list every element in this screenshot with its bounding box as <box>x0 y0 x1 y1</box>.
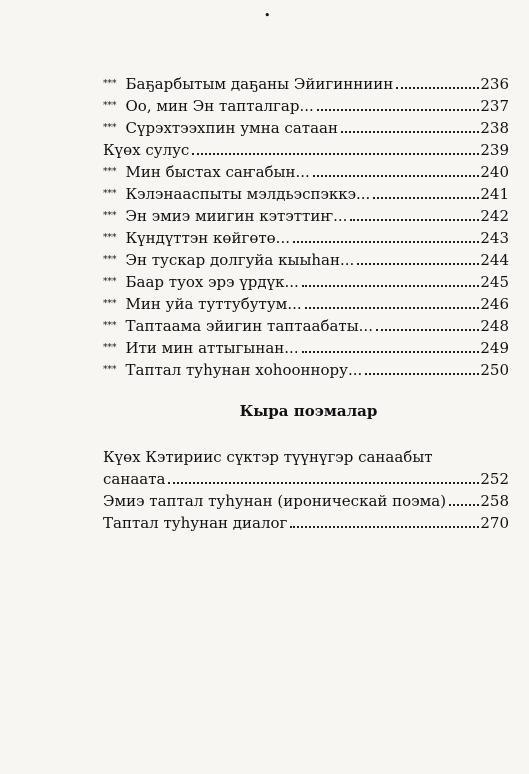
toc-entry <box>103 161 509 183</box>
dot-leader <box>317 109 480 111</box>
toc-entry-title: Күндүттэн көйгөтө... <box>125 229 290 247</box>
toc-entry <box>103 205 509 227</box>
page-number: 246 <box>480 295 509 313</box>
toc-entry <box>103 227 509 249</box>
asterisk-marker: *** <box>103 79 117 89</box>
page-number: 270 <box>480 514 509 532</box>
page-number: 242 <box>480 207 509 225</box>
toc-entry <box>103 293 509 315</box>
toc-entry-title: Баар туох эрэ үрдүк... <box>125 273 299 291</box>
toc-entry <box>103 73 509 95</box>
asterisk-marker: *** <box>103 365 117 375</box>
dot-leader <box>449 504 479 506</box>
toc-entry-title: Ити мин аттыгынан... <box>125 339 299 357</box>
dot-leader <box>357 263 479 265</box>
asterisk-marker: *** <box>103 233 117 243</box>
dot-leader <box>365 373 479 375</box>
poem-entry-title: Эмиэ таптал туһунан (ироническай поэма) <box>103 492 447 510</box>
page-number: 243 <box>480 229 509 247</box>
poems-list <box>103 446 509 534</box>
dot-leader <box>376 329 479 331</box>
page-number: 240 <box>480 163 509 181</box>
toc-entry-title: Таптаама эйигин таптаабаты... <box>125 317 373 335</box>
page-number: 238 <box>480 119 509 137</box>
page-top-mark: • <box>264 9 271 22</box>
poem-entry-title: Таптал туһунан диалог <box>103 514 288 532</box>
dot-leader <box>396 87 479 89</box>
toc-entry-title: Эн тускар долгуйа кыыһан... <box>125 251 355 269</box>
dot-leader <box>293 241 479 243</box>
toc-entry-title: Эн эмиэ миигин кэтэттиҥ... <box>125 207 348 225</box>
dot-leader <box>302 351 480 353</box>
poem-entry-title: санаата <box>103 470 166 488</box>
toc-entry <box>103 359 509 381</box>
page-number: 248 <box>480 317 509 335</box>
dot-leader <box>313 175 480 177</box>
section-heading: Кыра поэмалар <box>239 402 378 420</box>
asterisk-marker: *** <box>103 123 117 133</box>
toc-entry <box>103 117 509 139</box>
page-number: 252 <box>480 470 509 488</box>
page-number: 241 <box>480 185 509 203</box>
toc-entry <box>103 249 509 271</box>
asterisk-marker: *** <box>103 211 117 221</box>
page-number: 244 <box>480 251 509 269</box>
toc-entry-title: Сүрэхтээхпин умна сатаан <box>125 119 338 137</box>
page-number: 250 <box>480 361 509 379</box>
dot-leader <box>302 285 480 287</box>
asterisk-marker: *** <box>103 101 117 111</box>
poem-entry <box>103 490 509 512</box>
toc-entry <box>103 315 509 337</box>
table-of-contents <box>103 73 509 381</box>
page-number: 237 <box>480 97 509 115</box>
asterisk-marker: *** <box>103 343 117 353</box>
asterisk-marker: *** <box>103 255 117 265</box>
asterisk-marker: *** <box>103 189 117 199</box>
page-number: 236 <box>480 75 509 93</box>
toc-entry-title: Мин уйа туттубутум... <box>125 295 302 313</box>
page-number: 239 <box>480 141 509 159</box>
dot-leader <box>305 307 480 309</box>
toc-entry-title: Баҕарбытым даҕаны Эйигинниин <box>125 75 394 93</box>
asterisk-marker: *** <box>103 321 117 331</box>
asterisk-marker: *** <box>103 299 117 309</box>
poem-title-first-line: Күөх Кэтириис сүктэр түүнүгэр санаабыт <box>103 448 433 466</box>
page-number: 245 <box>480 273 509 291</box>
toc-entry-title: Таптал туһунан хоһооннору... <box>125 361 363 379</box>
asterisk-marker: *** <box>103 277 117 287</box>
dot-leader <box>168 482 479 484</box>
dot-leader <box>192 153 479 155</box>
dot-leader <box>290 526 479 528</box>
toc-entry-title: Оо, мин Эн тапталгар... <box>125 97 314 115</box>
toc-entry-title: Кэлэнааспыты мэлдьэспэккэ... <box>125 185 371 203</box>
toc-entry <box>103 139 509 161</box>
poem-entry <box>103 468 509 490</box>
toc-entry <box>103 183 509 205</box>
toc-entry-title: Мин быстах саҥабын... <box>125 163 310 181</box>
page-number: 249 <box>480 339 509 357</box>
toc-entry <box>103 271 509 293</box>
dot-leader <box>373 197 479 199</box>
toc-entry-title: Күөх сулус <box>103 141 190 159</box>
toc-entry <box>103 337 509 359</box>
dot-leader <box>341 131 479 133</box>
toc-entry <box>103 95 509 117</box>
poem-entry <box>103 512 509 534</box>
dot-leader <box>350 219 479 221</box>
asterisk-marker: *** <box>103 167 117 177</box>
page-number: 258 <box>480 492 509 510</box>
